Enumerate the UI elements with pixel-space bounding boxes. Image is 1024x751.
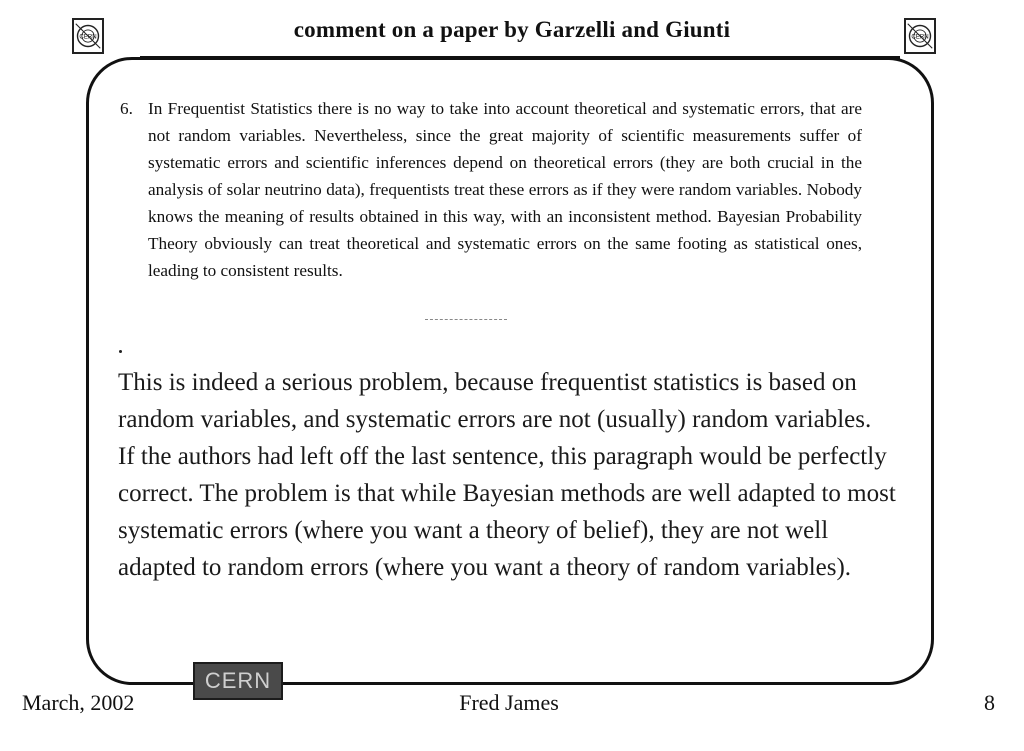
quote-text: In Frequentist Statistics there is no way to take into account theoretical and systematic errors, that are not random variables. Nevertheless, since the great majority of scientific measurements suffer of systematic errors and scientific inferences depend on theoretical errors (they are both crucial in the analysis of solar neutrino data), frequentists treat these errors as if they were random variables. Nobody knows the meaning of results obtained in this way, with an inconsistent method. Bayesian Probability Theory obviously can treat theoretical and systematic errors on the same footing as statistical ones, leading to consistent results.	[148, 99, 862, 280]
comment-paragraph-2: If the authors had left off the last sentence, this paragraph would be perfectly correct. The problem is that while Bayesian methods are well adapted to most systematic errors (where you want a theory of belief), they are not well adapted to random errors (where you want a theory of random variables).	[118, 443, 896, 581]
dashed-separator	[425, 319, 507, 320]
comment-paragraph-1: This is indeed a serious problem, because frequentist statistics is based on random variables, and systematic errors are not (usually) random variables.	[118, 369, 872, 433]
page-title: comment on a paper by Garzelli and Giunti	[293, 17, 731, 42]
quoted-paragraph	[120, 95, 862, 284]
cern-logo-right-icon	[904, 18, 936, 54]
comment-text	[118, 364, 908, 586]
cern-logo-left-text: CERN	[79, 33, 97, 41]
cern-badge: CERN	[193, 662, 283, 700]
quote-number: 6.	[120, 99, 133, 118]
page-number: 8	[984, 690, 995, 715]
cern-logo-right-text: CERN	[911, 33, 929, 41]
footer-date: March, 2002	[22, 690, 135, 715]
bullet-dot	[119, 350, 122, 353]
footer-author: Fred James	[459, 690, 559, 715]
